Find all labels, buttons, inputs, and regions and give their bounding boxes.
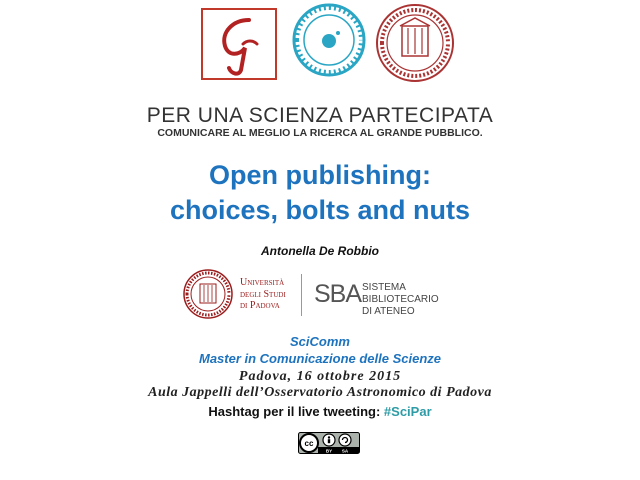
- presentation-title-line1: Open publishing:: [209, 160, 431, 190]
- logo-divider: [301, 274, 302, 316]
- presentation-title-line2: choices, bolts and nuts: [169, 195, 471, 225]
- sba-line1: SISTEMA BIBLIOTECARIO: [362, 282, 439, 305]
- sba-wordmark: [362, 282, 482, 318]
- event-master: Master in Comunicazione delle Scienze: [198, 351, 441, 366]
- sba-logo: SBA: [314, 280, 362, 308]
- author-name: Antonella De Robbio: [261, 244, 379, 258]
- g-logo: [201, 8, 277, 80]
- unipd-line3: di Padova: [240, 300, 280, 311]
- cc-text: cc: [304, 439, 314, 448]
- sba-line2: DI ATENEO: [362, 306, 415, 317]
- page-subtitle: COMUNICARE AL MEGLIO LA RICERCA AL GRANDE PUBBLICO.: [157, 127, 483, 139]
- unipd-line2: degli Studi: [240, 288, 286, 300]
- unipd-wordmark: [240, 277, 286, 312]
- cc-by-sa-icon: [298, 432, 360, 454]
- hashtag-line: [0, 404, 640, 419]
- g-logo-icon: [203, 10, 275, 78]
- unipd-small-seal-icon: [182, 268, 234, 320]
- cc-license-badge[interactable]: [298, 432, 360, 454]
- event-date: Padova, 16 ottobre 2015: [238, 369, 402, 384]
- institution-logos: [182, 268, 482, 320]
- hashtag[interactable]: #SciPar: [383, 404, 432, 419]
- by-text: BY: [325, 448, 333, 454]
- sa-text: SA: [341, 448, 349, 454]
- unipd-seal: [374, 2, 456, 84]
- event-name: SciComm: [290, 334, 350, 349]
- hashtag-prefix: Hashtag per il live tweeting:: [208, 404, 384, 419]
- unipd-line1: Università: [240, 277, 285, 288]
- event-place: Aula Jappelli dell’Osservatorio Astronomico di Padova: [148, 385, 492, 400]
- page-title: PER UNA SCIENZA PARTECIPATA: [146, 104, 494, 127]
- inaf-seal-icon: [292, 3, 366, 77]
- unipd-seal-icon: [374, 2, 456, 84]
- inaf-logo: [292, 3, 366, 77]
